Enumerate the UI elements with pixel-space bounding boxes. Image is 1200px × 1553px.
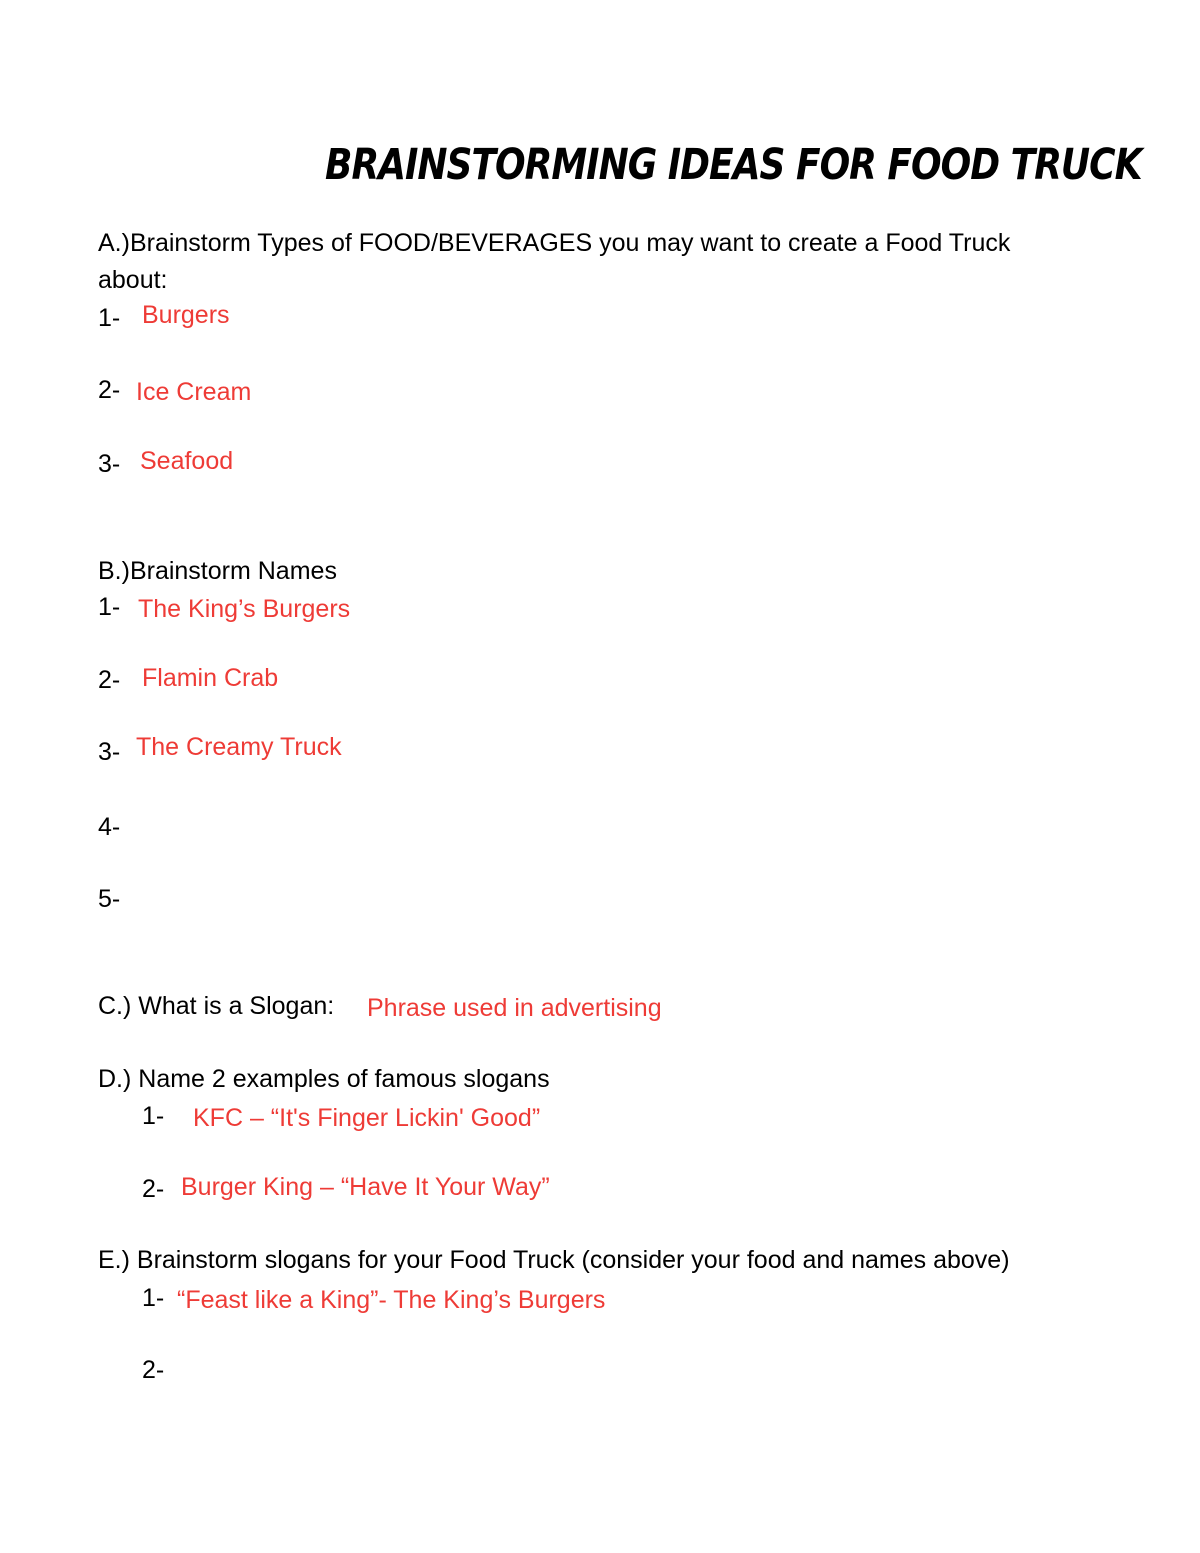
- section-b-item-2-number: 2-: [98, 666, 121, 694]
- section-b-item-1-answer: The King’s Burgers: [138, 595, 351, 623]
- section-e-item-1-answer: “Feast like a King”- The King’s Burgers: [177, 1286, 606, 1314]
- section-a-item-2-answer: Ice Cream: [136, 378, 252, 406]
- section-a-item-3-answer: Seafood: [140, 447, 234, 475]
- section-d-item-2-number: 2-: [142, 1175, 165, 1203]
- section-b-item-5-number: 5-: [98, 885, 121, 913]
- section-b-item-3-number: 3-: [98, 738, 121, 766]
- section-e-item-1-number: 1-: [142, 1284, 165, 1312]
- section-e-item-2-number: 2-: [142, 1356, 165, 1384]
- page-title: BRAINSTORMING IDEAS FOR FOOD TRUCK: [325, 141, 1142, 190]
- section-c-answer: Phrase used in advertising: [367, 994, 662, 1022]
- section-a-item-1-number: 1-: [98, 304, 121, 332]
- section-d-item-2-answer: Burger King – “Have It Your Way”: [181, 1173, 550, 1201]
- section-a-item-2-number: 2-: [98, 376, 121, 404]
- section-b-item-1-number: 1-: [98, 593, 121, 621]
- section-a-item-1-answer: Burgers: [142, 301, 230, 329]
- section-a-prompt: A.)Brainstorm Types of FOOD/BEVERAGES you may want to create a Food Truck: [98, 229, 1011, 257]
- section-b-item-4-number: 4-: [98, 813, 121, 841]
- section-b-item-3-answer: The Creamy Truck: [136, 733, 342, 761]
- section-c-prompt: C.) What is a Slogan:: [98, 992, 335, 1020]
- section-e-prompt: E.) Brainstorm slogans for your Food Truck (consider your food and names above): [98, 1246, 1010, 1274]
- section-a-item-3-number: 3-: [98, 450, 121, 478]
- section-b-item-2-answer: Flamin Crab: [142, 664, 279, 692]
- section-d-prompt: D.) Name 2 examples of famous slogans: [98, 1065, 550, 1093]
- section-d-item-1-answer: KFC – “It's Finger Lickin' Good”: [193, 1104, 541, 1132]
- section-a-prompt-continued: about:: [98, 266, 168, 294]
- section-d-item-1-number: 1-: [142, 1102, 165, 1130]
- section-b-prompt: B.)Brainstorm Names: [98, 557, 337, 585]
